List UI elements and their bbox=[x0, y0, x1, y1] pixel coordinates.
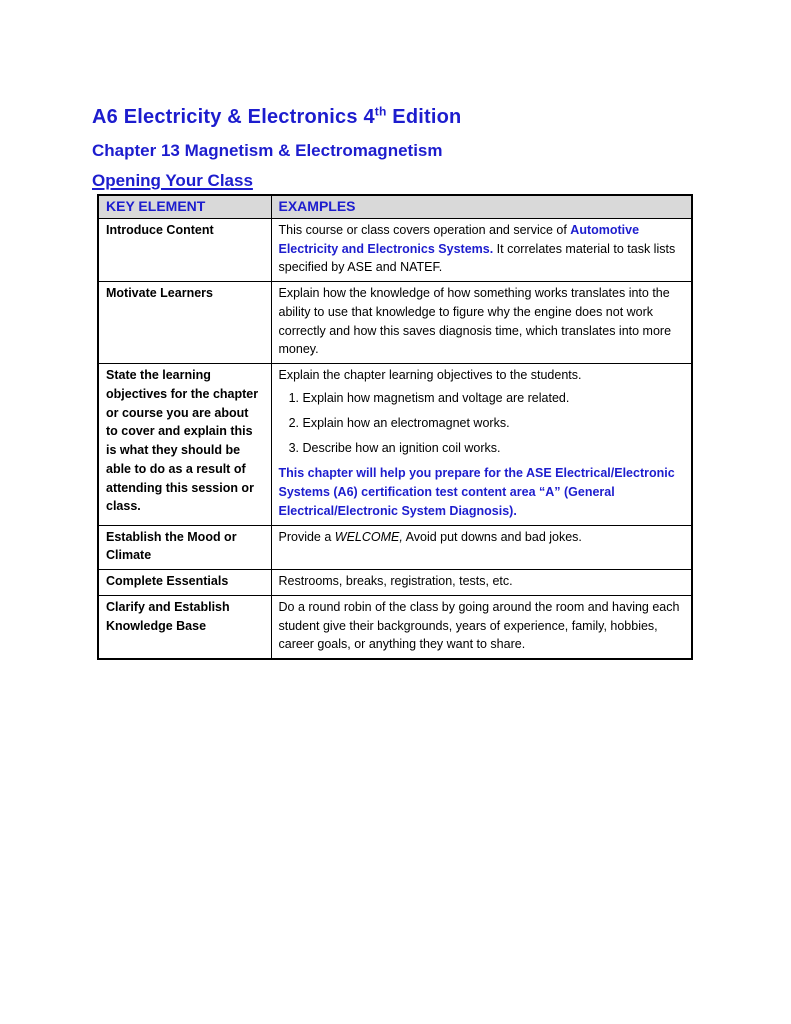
example-text: It correlates material to task lists specified by ASE and NATEF. bbox=[278, 241, 676, 275]
key-element-cell: Complete Essentials bbox=[98, 570, 271, 596]
doc-title-main: A6 Electricity & Electronics 4 bbox=[92, 106, 375, 128]
doc-title-suffix: Edition bbox=[386, 106, 462, 128]
document-content bbox=[92, 106, 699, 660]
example-italic-text: WELCOME, bbox=[334, 529, 403, 544]
ase-certification-note: This chapter will help you prepare for the ASE Electrical/Electronic Systems (A6) certification test content area “A” (General Electrical/Electronic System Diagnosis). bbox=[278, 466, 675, 518]
objectives-list bbox=[279, 389, 685, 457]
table-header-row bbox=[98, 195, 692, 218]
key-element-cell: State the learning objectives for the chapter or course you are about to cover and explain this is what they should be able to do as a result of attending this session or class. bbox=[98, 364, 271, 525]
examples-cell: Restrooms, breaks, registration, tests, etc. bbox=[271, 570, 692, 596]
table-row-motivate-learners bbox=[98, 282, 692, 364]
chapter-heading: Chapter 13 Magnetism & Electromagnetism bbox=[92, 141, 443, 160]
objective-item: 3. Describe how an ignition coil works. bbox=[303, 439, 685, 457]
examples-cell: Do a round robin of the class by going around the room and having each student give their backgrounds, years of experience, family, hobbies, career goals, or anything they want to share. bbox=[271, 595, 692, 659]
example-highlight-text: Automotive Electricity and Electronics Systems. bbox=[278, 222, 640, 256]
table-header-examples: EXAMPLES bbox=[271, 195, 692, 218]
table-row-introduce-content bbox=[98, 218, 692, 281]
doc-title-superscript: th bbox=[374, 104, 387, 119]
section-heading: Opening Your Class bbox=[92, 171, 253, 190]
table-row-establish-mood bbox=[98, 525, 692, 570]
key-element-cell: Introduce Content bbox=[98, 218, 271, 281]
table-header-key-element: KEY ELEMENT bbox=[98, 195, 271, 218]
example-text: This course or class covers operation and service of bbox=[278, 222, 571, 237]
key-element-cell: Establish the Mood or Climate bbox=[98, 525, 271, 570]
key-element-cell: Clarify and Establish Knowledge Base bbox=[98, 595, 271, 659]
lesson-plan-table bbox=[97, 194, 693, 660]
objective-item: 1. Explain how magnetism and voltage are related. bbox=[303, 389, 685, 407]
examples-cell: Explain how the knowledge of how something works translates into the ability to use that knowledge to figure why the engine does not work correctly and how this saves diagnosis time, which translates into more money. bbox=[271, 282, 692, 364]
table-row-clarify-knowledge-base bbox=[98, 595, 692, 659]
table-row-complete-essentials bbox=[98, 570, 692, 596]
doc-title bbox=[92, 106, 699, 129]
examples-cell bbox=[271, 218, 692, 281]
objectives-intro: Explain the chapter learning objectives to the students. bbox=[278, 368, 582, 383]
example-text: Avoid put downs and bad jokes. bbox=[402, 529, 582, 544]
key-element-cell: Motivate Learners bbox=[98, 282, 271, 364]
examples-cell bbox=[271, 364, 692, 525]
table-row-learning-objectives bbox=[98, 364, 692, 525]
example-text: Provide a bbox=[278, 529, 335, 544]
examples-cell bbox=[271, 525, 692, 570]
objective-item: 2. Explain how an electromagnet works. bbox=[303, 414, 685, 432]
